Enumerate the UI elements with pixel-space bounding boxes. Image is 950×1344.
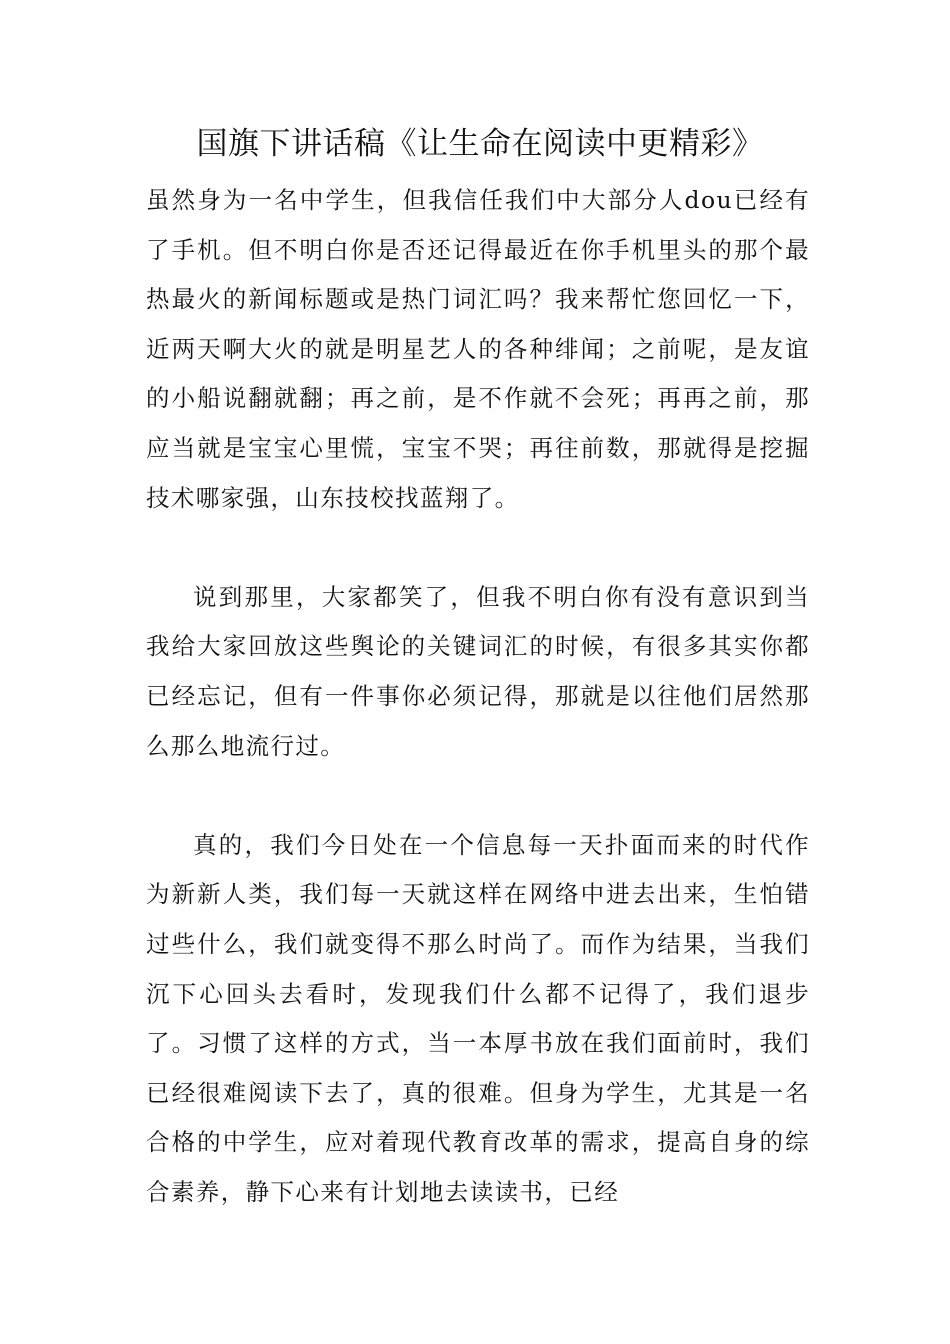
document-title: 国旗下讲话稿《让生命在阅读中更精彩》 — [196, 126, 764, 162]
document-body — [146, 176, 810, 1217]
paragraph-gap — [146, 523, 810, 573]
paragraph-2: 说到那里，大家都笑了，但我不明白你有没有意识到当我给大家回放这些舆论的关键词汇的时候，有很多其实你都已经忘记，但有一件事你必须记得，那就是以往他们居然那么那么地流行过。 — [146, 582, 810, 760]
paragraph-1: 虽然身为一名中学生，但我信任我们中大部分人dou已经有了手机。但不明白你是否还记得最近在你手机里头的那个最热最火的新闻标题或是热门词汇吗？我来帮忙您回忆一下，近两天啊大火的就是明星艺人的各种绯闻；之前呢，是友谊的小船说翻就翻；再之前，是不作就不会死；再再之前，那应当就是宝宝心里慌，宝宝不哭；再往前数，那就得是挖掘技术哪家强，山东技校找蓝翔了。 — [146, 186, 810, 512]
paragraph-3: 真的，我们今日处在一个信息每一天扑面而来的时代作为新新人类，我们每一天就这样在网络中进去出来，生怕错过些什么，我们就变得不那么时尚了。而作为结果，当我们沉下心回头去看时，发现我们什么都不记得了，我们退步了。习惯了这样的方式，当一本厚书放在我们面前时，我们已经很难阅读下去了，真的很难。但身为学生，尤其是一名合格的中学生，应对着现代教育改革的需求，提高自身的综合素养，静下心来有计划地去读读书，已经 — [146, 830, 810, 1206]
paragraph-gap — [146, 771, 810, 821]
